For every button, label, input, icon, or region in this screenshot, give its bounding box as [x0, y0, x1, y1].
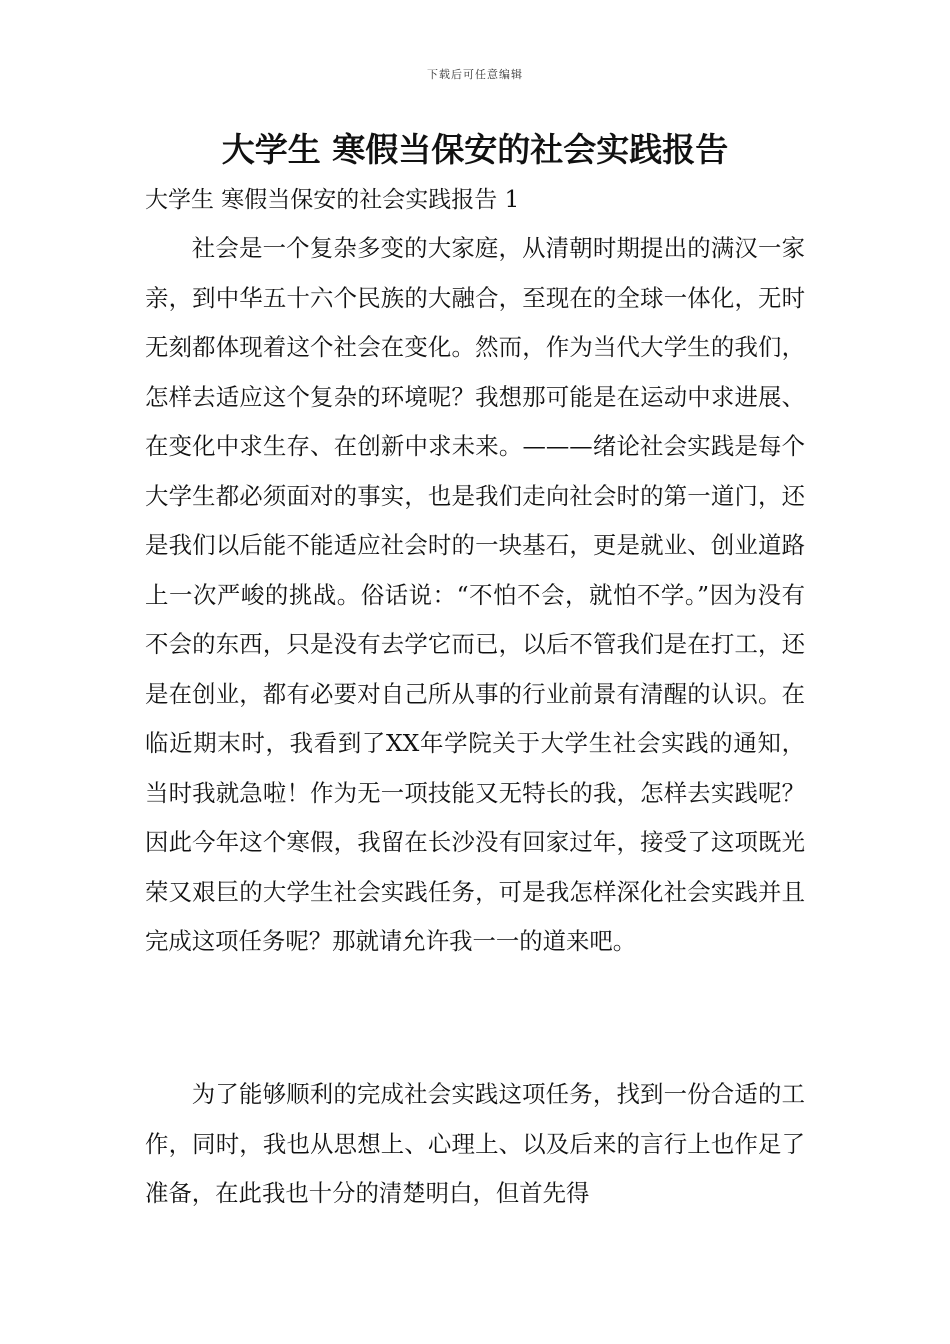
- body-paragraph: 社会是一个复杂多变的大家庭，从清朝时期提出的满汉一家亲，到中华五十六个民族的大融合，至现在的全球一体化，无时无刻都体现着这个社会在变化。然而，作为当代大学生的我们，怎样去适应这个复杂的环境呢？我想那可能是在运动中求进展、在变化中求生存、在创新中求未来。———绪论社会实践是每个大学生都必须面对的事实，也是我们走向社会时的第一道门，还是我们以后能不能适应社会时的一块基石，更是就业、创业道路上一次严峻的挑战。俗话说：“不怕不会，就怕不学。”因为没有不会的东西，只是没有去学它而已，以后不管我们是在打工，还是在创业，都有必要对自己所从事的行业前景有清醒的认识。在临近期末时，我看到了XX年学院关于大学生社会实践的通知，当时我就急啦！作为无一项技能又无特长的我，怎样去实践呢？因此今年这个寒假，我留在长沙没有回家过年，接受了这项既光荣又艰巨的大学生社会实践任务，可是我怎样深化社会实践并且完成这项任务呢？那就请允许我一一的道来吧。: [145, 234, 805, 955]
- body-paragraph: 为了能够顺利的完成社会实践这项任务，找到一份合适的工作，同时，我也从思想上、心理上、以及后来的言行上也作足了准备，在此我也十分的清楚明白，但首先得: [145, 1080, 805, 1207]
- header-note: 下载后可任意编辑: [427, 68, 523, 81]
- section-subheading: 大学生 寒假当保安的社会实践报告 1: [145, 187, 520, 213]
- document-title: 大学生 寒假当保安的社会实践报告: [221, 130, 729, 169]
- body-paragraph-2-block: [145, 1070, 805, 1219]
- body-paragraph-1-block: [145, 224, 805, 967]
